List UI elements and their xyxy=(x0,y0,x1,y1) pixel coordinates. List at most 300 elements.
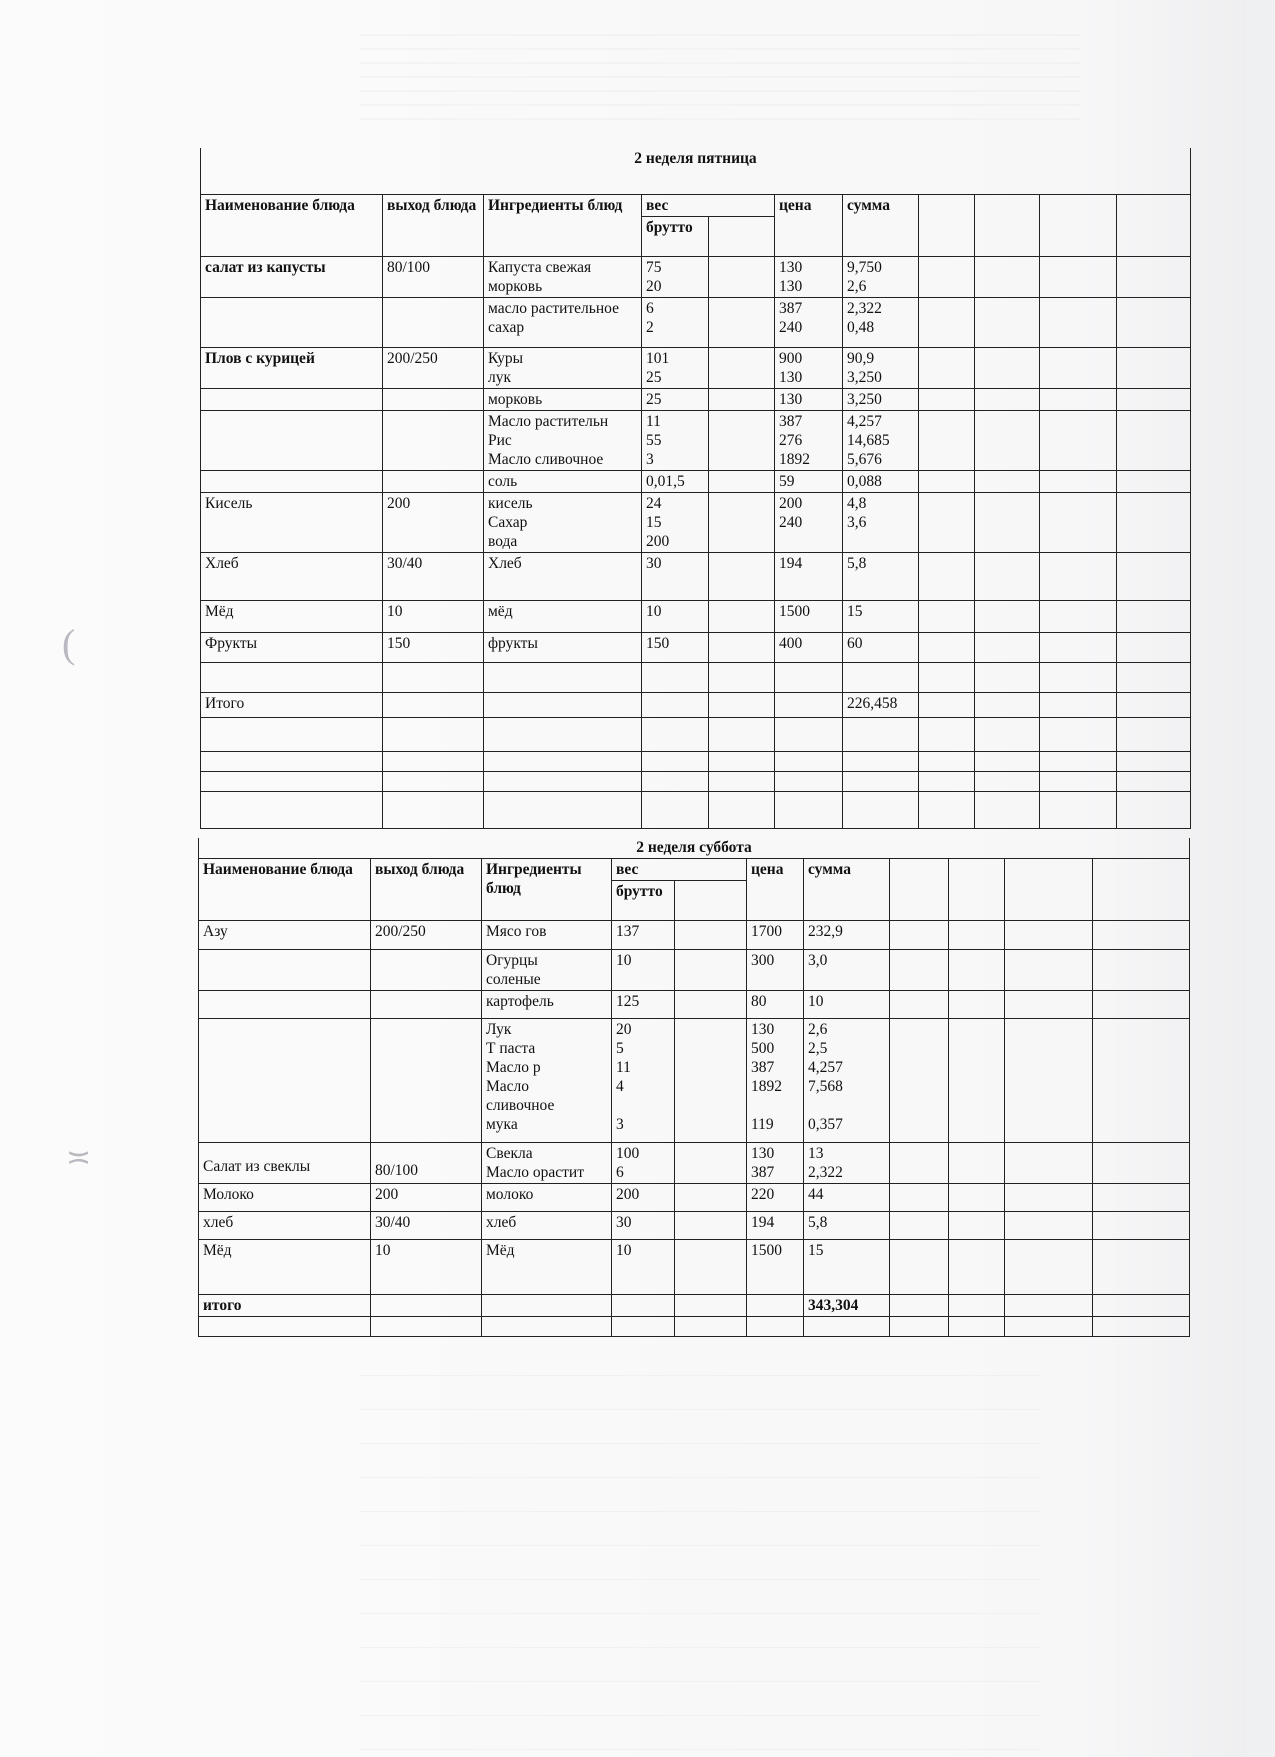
ingredient-line: Капуста свежая xyxy=(488,258,592,276)
price-line: 194 xyxy=(779,554,803,572)
weight-brutto xyxy=(642,388,709,410)
empty-cell xyxy=(675,950,747,991)
ingredient xyxy=(484,347,642,388)
price xyxy=(747,1295,804,1317)
price-line: 130 xyxy=(779,368,803,386)
table-row xyxy=(201,256,1191,297)
dish-name: Мёд xyxy=(199,1240,371,1295)
empty-cell xyxy=(1093,1143,1190,1184)
empty-cell xyxy=(201,751,383,771)
dish-output: 80/100 xyxy=(371,1143,482,1184)
price-line: 387 xyxy=(751,1059,775,1076)
weight-brutto-line: 6 xyxy=(616,1164,624,1181)
header-weight: вес xyxy=(642,194,775,216)
empty-cell xyxy=(709,771,775,791)
weight-brutto xyxy=(612,1240,675,1295)
sum xyxy=(804,1143,890,1184)
empty-cell xyxy=(1117,410,1191,470)
empty-cell xyxy=(775,791,843,828)
empty-cell xyxy=(371,1317,482,1337)
weight-brutto xyxy=(612,1019,675,1143)
empty-cell xyxy=(484,791,642,828)
ingredient-line: Лук xyxy=(486,1021,512,1038)
price-line: 130 xyxy=(751,1145,775,1162)
weight-brutto-line: 0,01,5 xyxy=(646,472,685,490)
dish-output: 10 xyxy=(371,1240,482,1295)
dish-output xyxy=(383,297,484,347)
price xyxy=(775,662,843,692)
empty-cell xyxy=(1005,991,1093,1019)
dish-output xyxy=(383,692,484,717)
ingredient-line: Мёд xyxy=(486,1242,515,1259)
ingredient xyxy=(484,662,642,692)
empty-cell xyxy=(612,1317,675,1337)
weight-brutto xyxy=(612,1184,675,1212)
weight-brutto xyxy=(612,921,675,950)
ingredient-line: соленые xyxy=(486,971,541,988)
empty-cell xyxy=(975,492,1040,552)
header-ingredients: Ингредиенты блюд xyxy=(482,859,612,921)
empty-cell xyxy=(775,751,843,771)
menu-table-saturday xyxy=(198,838,1190,1337)
dish-output xyxy=(371,991,482,1019)
empty-cell xyxy=(642,791,709,828)
empty-cell xyxy=(709,692,775,717)
dish-name: Молоко xyxy=(199,1184,371,1212)
empty-cell xyxy=(1040,297,1117,347)
empty-cell xyxy=(949,1317,1005,1337)
weight-brutto-line: 6 xyxy=(646,299,654,317)
table-row xyxy=(199,950,1190,991)
weight-brutto xyxy=(612,991,675,1019)
empty-cell xyxy=(1040,717,1117,751)
price-line: 130 xyxy=(779,390,803,408)
sum xyxy=(843,388,919,410)
price-line: 240 xyxy=(779,513,803,531)
header-weight: вес xyxy=(612,859,747,881)
empty-cell xyxy=(949,1240,1005,1295)
price-line: 80 xyxy=(751,993,767,1010)
ingredient xyxy=(484,632,642,662)
weight-brutto-line: 55 xyxy=(646,431,662,449)
dish-output xyxy=(371,1019,482,1143)
dish-name xyxy=(201,297,383,347)
dish-output: 200/250 xyxy=(371,921,482,950)
weight-brutto xyxy=(642,632,709,662)
empty-cell xyxy=(1093,1184,1190,1212)
ingredient-line: картофель xyxy=(486,993,554,1010)
empty-cell xyxy=(949,859,1005,921)
dish-name: Итого xyxy=(201,692,383,717)
ingredient xyxy=(482,1143,612,1184)
dish-name xyxy=(201,470,383,492)
blank-row xyxy=(201,717,1191,751)
empty-cell xyxy=(975,751,1040,771)
price-line: 1892 xyxy=(779,450,810,468)
ingredient xyxy=(484,492,642,552)
empty-cell xyxy=(642,751,709,771)
price xyxy=(775,470,843,492)
dish-output xyxy=(383,662,484,692)
ingredient xyxy=(482,1019,612,1143)
sum-line: 14,685 xyxy=(847,431,890,449)
empty-cell xyxy=(975,552,1040,600)
weight-brutto xyxy=(642,347,709,388)
weight-brutto-line: 2 xyxy=(646,318,654,336)
empty-cell xyxy=(383,791,484,828)
empty-cell xyxy=(919,297,975,347)
dish-output: 10 xyxy=(383,600,484,632)
empty-cell xyxy=(709,388,775,410)
empty-cell xyxy=(919,347,975,388)
empty-cell xyxy=(919,632,975,662)
empty-cell xyxy=(675,1240,747,1295)
empty-cell xyxy=(642,771,709,791)
ingredient-line: масло растительное xyxy=(488,299,619,317)
empty-cell xyxy=(949,991,1005,1019)
weight-brutto xyxy=(612,1212,675,1240)
weight-brutto xyxy=(642,552,709,600)
header-price: цена xyxy=(775,194,843,256)
ingredient xyxy=(482,1184,612,1212)
dish-output xyxy=(383,388,484,410)
header-price: цена xyxy=(747,859,804,921)
weight-brutto-line xyxy=(616,1096,670,1115)
scan-mark: ( xyxy=(62,621,76,666)
empty-cell xyxy=(1005,921,1093,950)
weight-brutto-line: 75 xyxy=(646,258,662,276)
sum xyxy=(804,1184,890,1212)
empty-cell xyxy=(709,492,775,552)
blank-row xyxy=(201,771,1191,791)
ingredient-line: сахар xyxy=(488,318,525,336)
empty-cell xyxy=(675,991,747,1019)
blank-row xyxy=(201,751,1191,771)
empty-cell xyxy=(949,1212,1005,1240)
empty-cell xyxy=(709,632,775,662)
empty-cell xyxy=(1093,1240,1190,1295)
sum-line: 343,304 xyxy=(808,1297,859,1314)
sum xyxy=(843,662,919,692)
header-ingredients: Ингредиенты блюд xyxy=(484,194,642,256)
empty-cell xyxy=(1005,1019,1093,1143)
header-brutto: брутто xyxy=(612,881,675,921)
table-row xyxy=(199,1240,1190,1295)
sum xyxy=(843,470,919,492)
empty-cell xyxy=(1117,751,1191,771)
ingredient-line: Т паста xyxy=(486,1040,536,1057)
weight-brutto-line: 137 xyxy=(616,923,640,940)
day-title: 2 неделя пятница xyxy=(201,148,1191,194)
dish-name: салат из капусты xyxy=(201,256,383,297)
ingredient xyxy=(482,950,612,991)
table-row xyxy=(199,1212,1190,1240)
dish-name: Плов с курицей xyxy=(201,347,383,388)
price-line: 900 xyxy=(779,349,803,367)
table-row xyxy=(201,552,1191,600)
dish-output: 200/250 xyxy=(383,347,484,388)
price xyxy=(775,388,843,410)
weight-brutto xyxy=(642,662,709,692)
dish-output: 200 xyxy=(383,492,484,552)
dish-name: Мёд xyxy=(201,600,383,632)
sum-line: 7,568 xyxy=(808,1078,843,1095)
empty-cell xyxy=(1040,662,1117,692)
empty-cell xyxy=(675,1317,747,1337)
sum xyxy=(804,1212,890,1240)
empty-cell xyxy=(919,552,975,600)
empty-cell xyxy=(383,717,484,751)
sum xyxy=(843,347,919,388)
weight-brutto-line: 150 xyxy=(646,634,670,652)
dish-output: 150 xyxy=(383,632,484,662)
weight-brutto-line: 200 xyxy=(616,1186,640,1203)
price-line: 1500 xyxy=(751,1242,782,1259)
ingredient-line: Масло растительн xyxy=(488,412,609,430)
empty-cell xyxy=(1093,859,1190,921)
empty-cell xyxy=(890,1143,949,1184)
sum xyxy=(843,692,919,717)
empty-cell xyxy=(1040,600,1117,632)
price xyxy=(775,410,843,470)
empty-cell xyxy=(1117,662,1191,692)
table-row xyxy=(201,470,1191,492)
dish-output xyxy=(371,950,482,991)
header-sum: сумма xyxy=(843,194,919,256)
day-title: 2 неделя суббота xyxy=(199,838,1190,859)
ingredient-line: вода xyxy=(488,532,518,550)
ingredient-line: Огурцы xyxy=(486,952,538,969)
ingredient xyxy=(482,1240,612,1295)
empty-cell xyxy=(1005,1143,1093,1184)
sum-line: 2,5 xyxy=(808,1040,828,1057)
ingredient-line: фрукты xyxy=(488,634,538,652)
ingredient xyxy=(484,552,642,600)
header-name: Наименование блюда xyxy=(199,859,371,921)
sum xyxy=(804,1019,890,1143)
empty-cell xyxy=(1117,347,1191,388)
empty-cell xyxy=(1117,692,1191,717)
sum-line: 0,48 xyxy=(847,318,875,336)
empty-cell xyxy=(1093,1317,1190,1337)
dish-name: Салат из свеклы xyxy=(199,1143,371,1184)
weight-brutto-line: 5 xyxy=(616,1040,624,1057)
sum xyxy=(843,256,919,297)
weight-brutto xyxy=(642,692,709,717)
price-line: 130 xyxy=(751,1021,775,1038)
empty-cell xyxy=(949,1143,1005,1184)
empty-cell xyxy=(709,410,775,470)
price xyxy=(747,1184,804,1212)
ingredient-line: Куры xyxy=(488,349,524,367)
empty-cell xyxy=(1040,791,1117,828)
empty-cell xyxy=(919,470,975,492)
weight-brutto-line: 10 xyxy=(616,1242,632,1259)
ingredient-line: Свекла xyxy=(486,1145,533,1162)
empty-cell xyxy=(1117,552,1191,600)
empty-cell xyxy=(919,600,975,632)
empty-cell xyxy=(484,717,642,751)
table-row xyxy=(199,1019,1190,1143)
sum xyxy=(843,600,919,632)
price-line: 119 xyxy=(751,1116,774,1133)
sum xyxy=(843,632,919,662)
sum-line: 15 xyxy=(808,1242,824,1259)
price xyxy=(775,600,843,632)
empty-cell xyxy=(1040,347,1117,388)
empty-cell xyxy=(919,410,975,470)
empty-cell xyxy=(975,410,1040,470)
price-line: 1500 xyxy=(779,602,810,620)
sum xyxy=(804,1240,890,1295)
dish-name xyxy=(201,662,383,692)
ingredient-line: Хлеб xyxy=(488,554,522,572)
weight-brutto-line: 200 xyxy=(646,532,670,550)
table-row xyxy=(201,492,1191,552)
header-brutto: брутто xyxy=(642,216,709,256)
weight-brutto xyxy=(642,297,709,347)
sum-line: 3,6 xyxy=(847,513,867,531)
empty-cell xyxy=(709,662,775,692)
weight-brutto-line: 125 xyxy=(616,993,640,1010)
empty-cell xyxy=(1040,194,1117,256)
empty-cell xyxy=(890,1295,949,1317)
ingredient-line: соль xyxy=(488,472,518,490)
empty-cell xyxy=(975,256,1040,297)
table-row xyxy=(201,662,1191,692)
sum-line: 5,676 xyxy=(847,450,882,468)
ingredient-line: Сахар xyxy=(488,513,528,531)
price-line: 276 xyxy=(779,431,803,449)
empty-cell xyxy=(484,771,642,791)
weight-brutto-line: 10 xyxy=(616,952,632,969)
sum-line: 0,357 xyxy=(808,1116,843,1133)
sum xyxy=(804,991,890,1019)
weight-brutto-line: 20 xyxy=(646,277,662,295)
sum-line: 44 xyxy=(808,1186,824,1203)
empty-cell xyxy=(201,771,383,791)
empty-cell xyxy=(919,791,975,828)
table-row xyxy=(199,921,1190,950)
ingredient-line: Масло сливочное xyxy=(488,450,604,468)
price-line: 387 xyxy=(779,412,803,430)
sum-line: 0,088 xyxy=(847,472,882,490)
empty-cell xyxy=(975,717,1040,751)
ingredient xyxy=(482,1295,612,1317)
price-line: 1700 xyxy=(751,923,782,940)
empty-cell xyxy=(919,492,975,552)
empty-cell xyxy=(890,921,949,950)
empty-cell xyxy=(1117,492,1191,552)
empty-cell xyxy=(775,771,843,791)
empty-cell xyxy=(1005,950,1093,991)
empty-cell xyxy=(1005,1212,1093,1240)
empty-cell xyxy=(919,256,975,297)
weight-brutto-line: 3 xyxy=(616,1116,624,1133)
saturday-rows xyxy=(199,921,1190,1337)
empty-cell xyxy=(919,771,975,791)
empty-cell xyxy=(975,194,1040,256)
sum-line: 5,8 xyxy=(808,1214,828,1231)
weight-brutto xyxy=(642,410,709,470)
price-line: 500 xyxy=(751,1040,775,1057)
sum-line: 4,257 xyxy=(847,412,882,430)
ingredient xyxy=(484,388,642,410)
table-row xyxy=(201,692,1191,717)
weight-brutto-line: 25 xyxy=(646,390,662,408)
empty-cell xyxy=(201,791,383,828)
dish-name: Фрукты xyxy=(201,632,383,662)
empty-cell xyxy=(890,950,949,991)
price xyxy=(747,1019,804,1143)
empty-cell xyxy=(975,600,1040,632)
weight-brutto-line: 15 xyxy=(646,513,662,531)
empty-cell xyxy=(747,1317,804,1337)
empty-cell xyxy=(675,1295,747,1317)
empty-cell xyxy=(975,632,1040,662)
price xyxy=(775,552,843,600)
empty-cell xyxy=(383,751,484,771)
empty-cell xyxy=(1093,991,1190,1019)
empty-cell xyxy=(1117,600,1191,632)
dish-name: Азу xyxy=(199,921,371,950)
weight-brutto-line: 20 xyxy=(616,1021,632,1038)
empty-cell xyxy=(709,791,775,828)
weight-brutto-line: 30 xyxy=(646,554,662,572)
price-line: 240 xyxy=(779,318,803,336)
empty-cell xyxy=(1093,1019,1190,1143)
ingredient xyxy=(482,921,612,950)
empty-cell xyxy=(843,791,919,828)
show-through-bottom xyxy=(360,1370,1040,1750)
sum xyxy=(804,921,890,950)
sum-line: 2,6 xyxy=(808,1021,828,1038)
price xyxy=(747,1143,804,1184)
empty-cell xyxy=(975,470,1040,492)
dish-name: Кисель xyxy=(201,492,383,552)
weight-brutto xyxy=(642,256,709,297)
empty-cell xyxy=(1117,717,1191,751)
sum xyxy=(804,950,890,991)
empty-cell xyxy=(919,692,975,717)
sum-line: 9,750 xyxy=(847,258,882,276)
empty-cell xyxy=(1040,771,1117,791)
empty-cell xyxy=(1040,751,1117,771)
ingredient-line: Масло xyxy=(486,1078,530,1095)
sum-line: 232,9 xyxy=(808,923,843,940)
sum-line: 3,250 xyxy=(847,390,882,408)
table-row xyxy=(201,347,1191,388)
empty-cell xyxy=(975,791,1040,828)
empty-cell xyxy=(675,881,747,921)
empty-cell xyxy=(919,194,975,256)
show-through-top xyxy=(360,30,1080,120)
price-line xyxy=(751,1096,799,1115)
empty-cell xyxy=(949,1295,1005,1317)
empty-cell xyxy=(1040,388,1117,410)
empty-cell xyxy=(482,1317,612,1337)
empty-cell xyxy=(975,662,1040,692)
dish-name: Хлеб xyxy=(201,552,383,600)
sum-line: 5,8 xyxy=(847,554,867,572)
empty-cell xyxy=(675,921,747,950)
ingredient-line: морковь xyxy=(488,390,543,408)
price-line: 300 xyxy=(751,952,775,969)
empty-cell xyxy=(949,950,1005,991)
empty-cell xyxy=(1093,1212,1190,1240)
empty-cell xyxy=(1093,921,1190,950)
empty-cell xyxy=(1040,632,1117,662)
